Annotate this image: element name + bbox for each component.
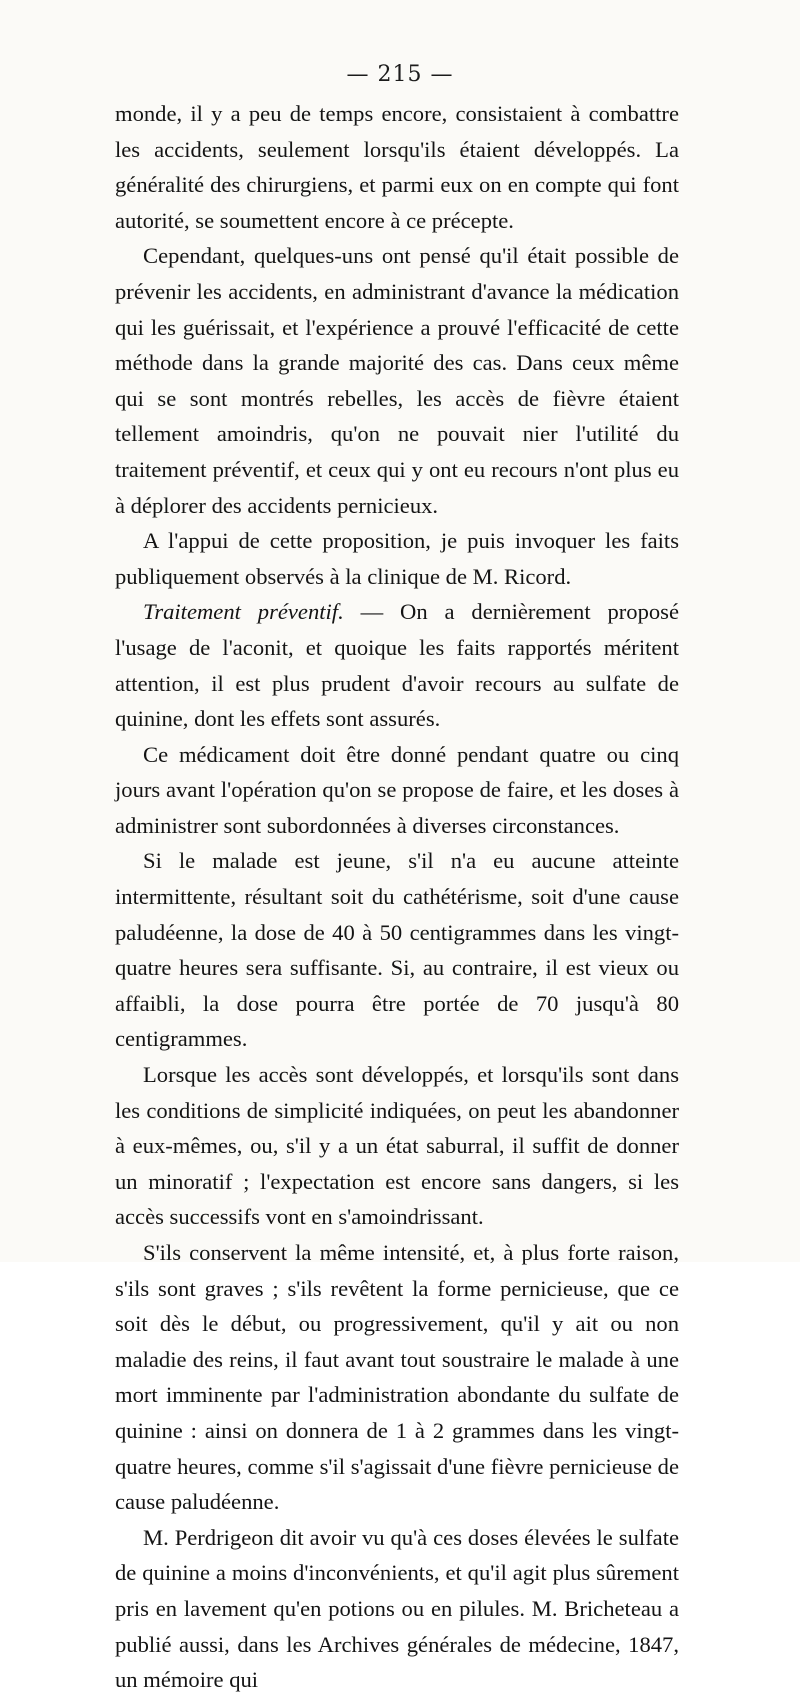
paragraph-2: Cependant, quelques-uns ont pensé qu'il était possible de prévenir les accidents, en administrant d'avance la médication qui les guérissait, et l'expérience a prouvé l'efficacité de cette méthode dans la grande majorité des cas. Dans ceux même qui se sont montrés rebelles, les accès de fièvre étaient tellement amoindris, qu'on ne pouvait nier l'utilité du traitement préventif, et ceux qui y ont eu recours n'ont plus eu à déplorer des accidents pernicieux. [115, 243, 679, 518]
paragraph-7: Lorsque les accès sont développés, et lorsqu'ils sont dans les conditions de simplicité indiquées, on peut les abandonner à eux-mêmes, ou, s'il y a un état saburral, il suffit de donner un minoratif ; l'expectation est encore sans dangers, si les accès successifs vont en s'amoindrissant. [115, 1062, 679, 1230]
paragraph-9: M. Perdrigeon dit avoir vu qu'à ces doses élevées le sulfate de quinine a moins d'inconvénients, et qu'il agit plus sûrement pris en lavement qu'en potions ou en pilules. M. Bricheteau a publié aussi, dans les Archives générales de médecine, 1847, un mémoire qui [115, 1524, 679, 1693]
paragraph-4-text: — On a dernièrement proposé l'usage de l'aconit, et quoique les faits rapportés méritent attention, il est plus prudent d'avoir recours au sulfate de quinine, dont les effets sont assurés. [115, 599, 679, 732]
body-text [115, 96, 679, 1698]
paragraph-8: S'ils conservent la même intensité, et, à plus forte raison, s'ils sont graves ; s'ils revêtent la forme pernicieuse, que ce soit dès le début, ou progressivement, qu'il y ait ou non maladie des reins, il faut avant tout soustraire le malade à une mort imminente par l'administration abondante du sulfate de quinine : ainsi on donnera de 1 à 2 grammes dans les vingt-quatre heures, comme s'il s'agissait d'une fièvre pernicieuse de cause paludéenne. [115, 1240, 679, 1515]
paragraph-6: Si le malade est jeune, s'il n'a eu aucune atteinte intermittente, résultant soit du cathétérisme, soit d'une cause paludéenne, la dose de 40 à 50 centigrammes dans les vingt-quatre heures sera suffisante. Si, au contraire, il est vieux ou affaibli, la dose pourra être portée de 70 jusqu'à 80 centigrammes. [115, 848, 679, 1052]
paragraph-5: Ce médicament doit être donné pendant quatre ou cinq jours avant l'opération qu'on se propose de faire, et les doses à administrer sont subordonnées à diverses circonstances. [115, 741, 679, 838]
paragraph-3: A l'appui de cette proposition, je puis invoquer les faits publiquement observés à la clinique de M. Ricord. [115, 528, 679, 589]
page-number: — 215 — [346, 62, 454, 87]
paragraph-4 [115, 594, 679, 736]
paragraph-1: monde, il y a peu de temps encore, consistaient à combattre les accidents, seulement lorsqu'ils étaient développés. La généralité des chirurgiens, et parmi eux on en compte qui font autorité, se soumettent encore à ce précepte. [115, 101, 679, 233]
section-heading-inline: Traitement préventif. [143, 599, 344, 625]
